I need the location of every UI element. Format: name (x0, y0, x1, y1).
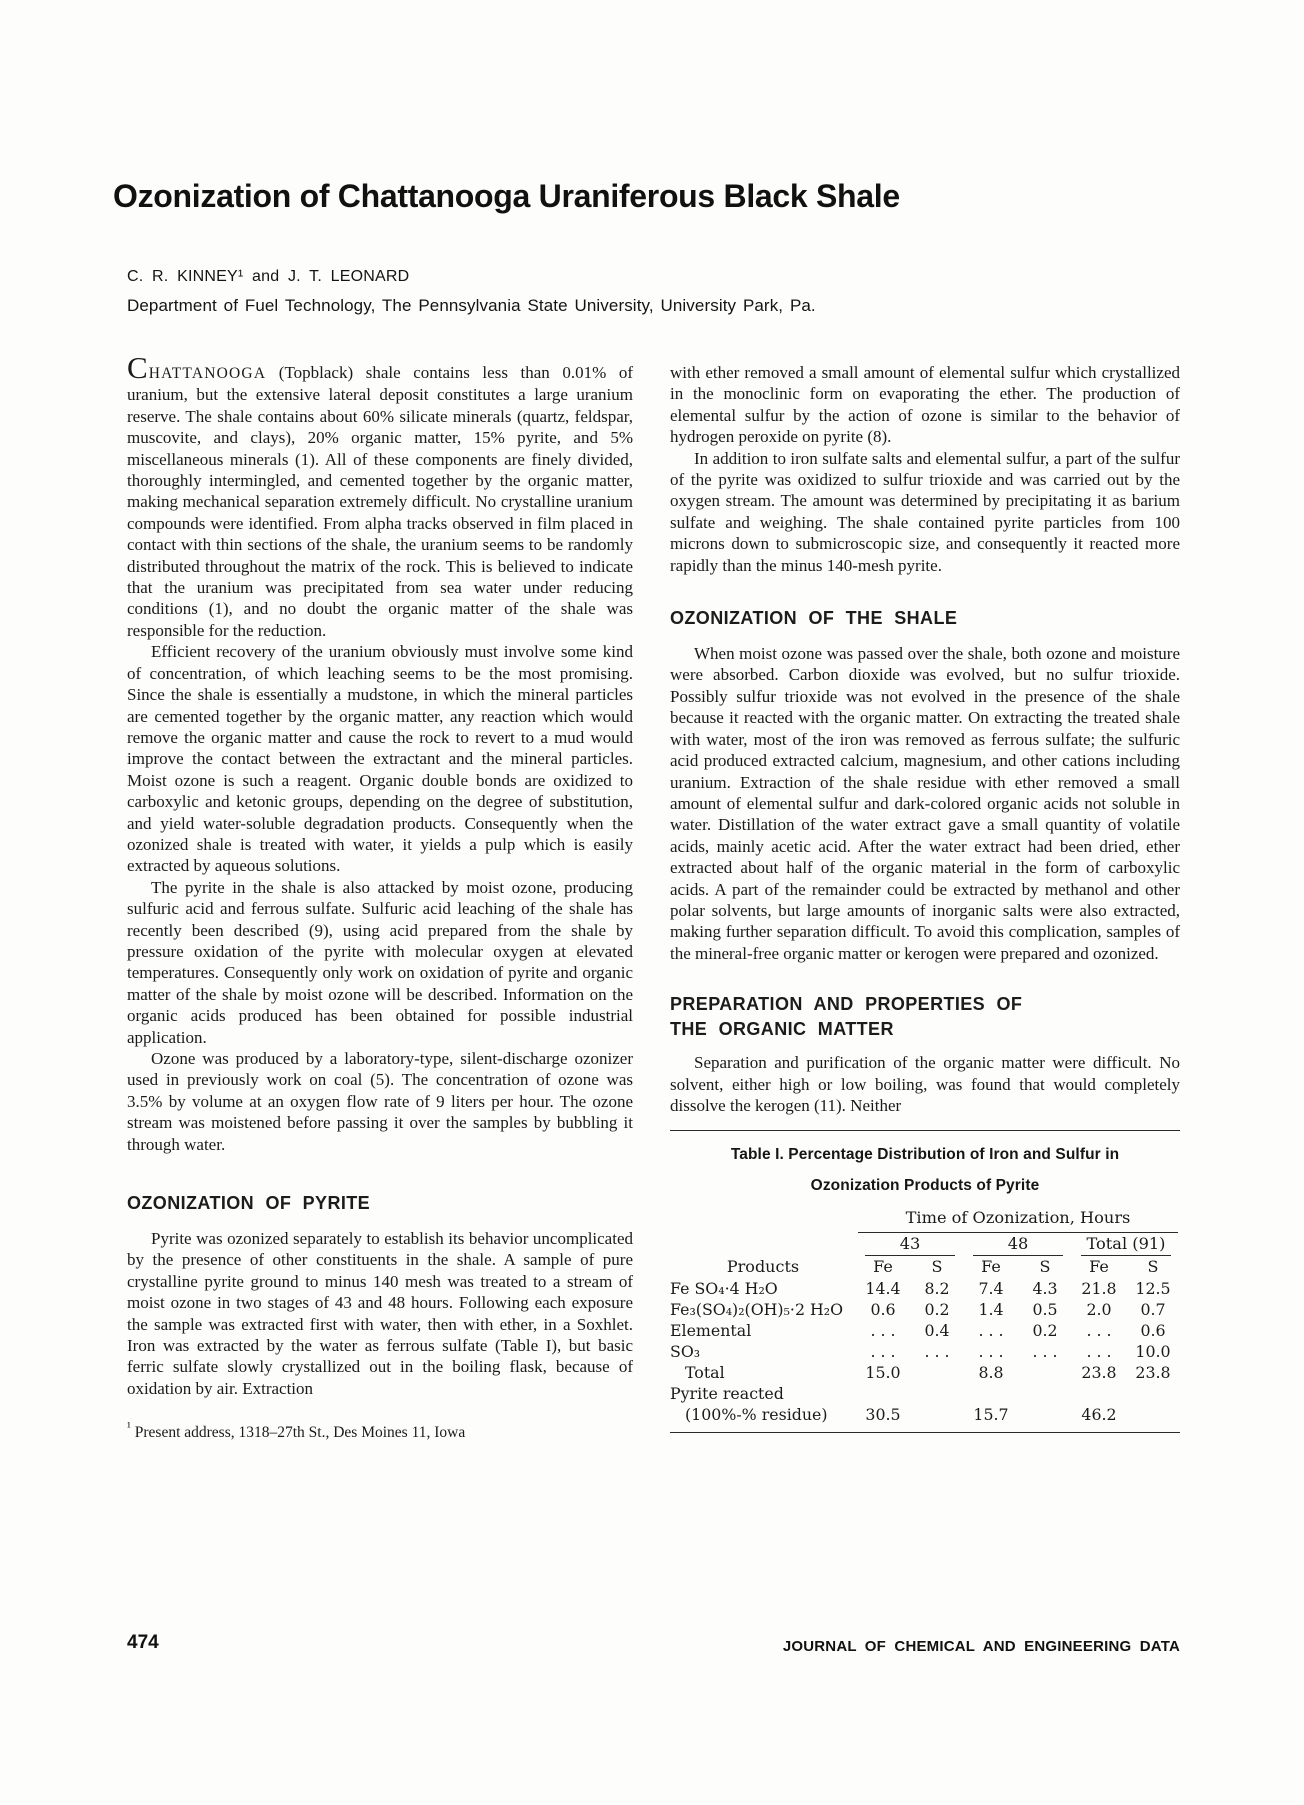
value-cell (856, 1383, 910, 1404)
paragraph: When moist ozone was passed over the shale, both ozone and moisture were absorbed. Carbon dioxide was evolved, but no sulfur trioxide. Possibly sulfur trioxide was not evolved in the presence of the shale because it reacted with the organic matter. On extracting the treated shale with water, most of the iron was removed as ferrous sulfate; the sulfuric acid produced extracted calcium, magnesium, and other cations including uranium. Extraction of the shale residue with ether removed a small amount of elemental sulfur and dark-colored organic acids not soluble in water. Distillation of the water extract gave a small quantity of volatile acids, mainly acetic acid. After the water extract had been dried, ether extracted about half of the organic material in the form of carboxylic acids. A part of the remainder could be extracted by methanol and other polar solvents, but large amounts of inorganic salts were also extracted, making further separation difficult. To avoid this complication, samples of the mineral-free organic matter or kerogen were prepared and ozonized. (670, 644, 1180, 963)
value-cell (910, 1362, 964, 1383)
value-cell: 23.8 (1081, 1362, 1117, 1382)
affiliation-line: Department of Fuel Technology, The Pennsylvania State University, University Park, Pa. (127, 296, 816, 315)
value-cell: 23.8 (1135, 1362, 1171, 1382)
value-cell: 15.0 (865, 1362, 901, 1382)
value-cell (1018, 1362, 1072, 1383)
column-header-s: S (1039, 1257, 1051, 1277)
value-cell: . . . (1086, 1320, 1112, 1340)
value-cell (1018, 1383, 1072, 1404)
section-heading-ozonization-of-the-shale: OZONIZATION OF THE SHALE (670, 608, 958, 629)
value-cell: 15.7 (973, 1404, 1009, 1424)
column-group-total: Total (91) (1081, 1233, 1171, 1256)
column-header-fe: Fe (981, 1257, 1001, 1277)
value-cell: . . . (924, 1341, 950, 1361)
value-cell (1126, 1404, 1180, 1425)
product-cell: SO₃ (670, 1341, 701, 1361)
value-cell (1126, 1383, 1180, 1404)
dropcap-smallcaps: HATTANOOGA (148, 365, 267, 382)
paragraph: Separation and purification of the organic matter were difficult. No solvent, either high or low boiling, was found that would completely dissolve the kerogen (11). Neither (670, 1053, 1180, 1115)
value-cell: . . . (978, 1320, 1004, 1340)
right-column (670, 362, 1180, 1433)
paragraph: In addition to iron sulfate salts and elemental sulfur, a part of the sulfur of the pyrite was oxidized to sulfur trioxide and was carried out by the oxygen stream. The amount was determined by precipitating it as barium sulfate and weighing. The shale contained pyrite particles from 100 microns down to submicroscopic size, and consequently it reacted more rapidly than the minus 140-mesh pyrite. (670, 448, 1180, 575)
column-header-fe: Fe (873, 1257, 893, 1277)
value-cell: 0.6 (1140, 1320, 1166, 1340)
product-cell: (100%-% residue) (685, 1404, 828, 1424)
value-cell: 8.8 (978, 1362, 1004, 1382)
paragraph: Efficient recovery of the uranium obviously must involve some kind of concentration, of which leaching seems to be the most promising. Since the shale is essentially a mudstone, in which the mineral particles are cemented together by the organic matter, any reaction which would remove the organic matter and cause the rock to revert to a mud would improve the contact between the extractant and the mineral particles. Moist ozone is such a reagent. Organic double bonds are oxidized to carboxylic and ketonic groups, depending on the degree of substitution, and yield water-soluble degradation products. Consequently when the ozonized shale is treated with water, it yields a pulp which is easily extracted by aqueous solutions. (127, 642, 633, 876)
footnote-marker: ¹ (127, 1419, 131, 1435)
paragraph-intro (127, 350, 633, 641)
product-cell: Pyrite reacted (670, 1383, 784, 1403)
page-title: Ozonization of Chattanooga Uraniferous Black Shale (113, 178, 900, 214)
value-cell (910, 1404, 964, 1425)
value-cell (910, 1383, 964, 1404)
value-cell (964, 1383, 1018, 1404)
value-cell: 0.2 (924, 1299, 950, 1319)
column-group-43: 43 (865, 1233, 955, 1256)
paragraph: Pyrite was ozonized separately to establish its behavior uncomplicated by the presence of other constituents in the shale. A sample of pure crystalline pyrite ground to minus 140 mesh was treated to a stream of moist ozone in two stages of 43 and 48 hours. Following each exposure the sample was extracted first with water, then with ether, in a Soxhlet. Iron was extracted by the water as ferrous sulfate (Table I), but basic ferric sulfate slowly crystallized out in the boiling flask, because of oxidation by air. Extraction (127, 1229, 633, 1398)
paragraph: Ozone was produced by a laboratory-type, silent-discharge ozonizer used in previously work on coal (5). The concentration of ozone was 3.5% by volume at an oxygen flow rate of 9 liters per hour. The ozone stream was moistened before passing it over the samples by bubbling it through water. (127, 1049, 633, 1154)
value-cell: 14.4 (865, 1278, 901, 1298)
product-cell: Elemental (670, 1320, 752, 1340)
table-row (670, 1299, 1180, 1320)
section-heading-preparation-and-properties: PREPARATION AND PROPERTIES OF THE ORGANIC MATTER (670, 994, 1023, 1040)
table-group-header: Time of Ozonization, Hours (858, 1207, 1178, 1232)
value-cell: 12.5 (1135, 1278, 1171, 1298)
footnote (127, 1417, 633, 1443)
column-group-48: 48 (973, 1233, 1063, 1256)
value-cell: 0.2 (1032, 1320, 1058, 1340)
value-cell: 7.4 (978, 1278, 1004, 1298)
value-cell: 10.0 (1135, 1341, 1171, 1361)
table-1-block (670, 1130, 1180, 1432)
table-row (670, 1341, 1180, 1362)
product-cell: Fe SO₄·4 H₂O (670, 1278, 778, 1298)
table-row (670, 1404, 1180, 1425)
paragraph: The pyrite in the shale is also attacked by moist ozone, producing sulfuric acid and ferrous sulfate. Sulfuric acid leaching of the shale has recently been described (9), using acid prepared from the shale by pressure oxidation of the pyrite with molecular oxygen at elevated temperatures. Consequently only work on oxidation of pyrite and organic matter of the shale by moist ozone will be described. Information on the organic acids produced has been obtained for possible industrial application. (127, 877, 633, 1047)
dropcap-initial: C (127, 350, 149, 385)
journal-name: JOURNAL OF CHEMICAL AND ENGINEERING DATA (782, 1638, 1180, 1655)
product-cell: Fe₃(SO₄)₂(OH)₅·2 H₂O (670, 1299, 844, 1319)
table-span-header-row (670, 1207, 1180, 1232)
value-cell: . . . (1032, 1341, 1058, 1361)
footnote-text: Present address, 1318–27th St., Des Moines 11, Iowa (134, 1424, 466, 1442)
authors-line: C. R. KINNEY¹ and J. T. LEONARD (127, 268, 410, 285)
value-cell: 46.2 (1081, 1404, 1117, 1424)
paragraph: with ether removed a small amount of elemental sulfur which crystallized in the monoclinic form on evaporating the ether. The production of elemental sulfur by the action of ozone is similar to the behavior of hydrogen peroxide on pyrite (8). (670, 363, 1180, 447)
table-subheader-row (670, 1256, 1180, 1277)
value-cell (1018, 1404, 1072, 1425)
table-1 (670, 1207, 1180, 1424)
page-number: 474 (127, 1632, 159, 1653)
table-column-groups-row (670, 1233, 1180, 1256)
table-row (670, 1320, 1180, 1341)
value-cell: 21.8 (1081, 1278, 1117, 1298)
section-heading-ozonization-of-pyrite: OZONIZATION OF PYRITE (127, 1193, 371, 1214)
value-cell: . . . (870, 1320, 896, 1340)
value-cell (1072, 1383, 1126, 1404)
value-cell: 8.2 (924, 1278, 950, 1298)
table-top-rule (670, 1130, 1180, 1131)
value-cell: 4.3 (1032, 1278, 1058, 1298)
value-cell: 0.4 (924, 1320, 950, 1340)
column-header-fe: Fe (1089, 1257, 1109, 1277)
products-header: Products (726, 1257, 800, 1277)
left-column (127, 350, 633, 1443)
value-cell: 2.0 (1086, 1299, 1112, 1319)
table-row (670, 1278, 1180, 1299)
value-cell: 0.5 (1032, 1299, 1058, 1319)
table-row (670, 1383, 1180, 1404)
value-cell: 30.5 (865, 1404, 901, 1424)
value-cell: . . . (870, 1341, 896, 1361)
value-cell: 0.7 (1140, 1299, 1166, 1319)
table-title: Table I. Percentage Distribution of Iron and Sulfur in Ozonization Products of Pyrite (730, 1146, 1120, 1195)
value-cell: 1.4 (978, 1299, 1004, 1319)
table-row (670, 1362, 1180, 1383)
column-header-s: S (1147, 1257, 1159, 1277)
table-bottom-rule (670, 1432, 1180, 1433)
value-cell: 0.6 (870, 1299, 896, 1319)
value-cell: . . . (978, 1341, 1004, 1361)
column-header-s: S (931, 1257, 943, 1277)
value-cell: . . . (1086, 1341, 1112, 1361)
paragraph-text: (Topblack) shale contains less than 0.01% of uranium, but the extensive lateral deposit constitutes a large uranium reserve. The shale contains about 60% silicate minerals (quartz, feldspar, muscovite, and clays), 20% organic matter, 15% pyrite, and 5% miscellaneous minerals (1). All of these components are finely divided, thoroughly intermingled, and cemented together by the organic matter, making mechanical separation extremely difficult. No crystalline uranium compounds were identified. From alpha tracks observed in film placed in contact with thin sections of the shale, the uranium seems to be randomly distributed throughout the matrix of the rock. This is believed to indicate that the uranium was precipitated from sea water under reducing conditions (1), and no doubt the organic matter of the shale was responsible for the reduction. (127, 363, 633, 640)
product-cell: Total (685, 1362, 725, 1382)
